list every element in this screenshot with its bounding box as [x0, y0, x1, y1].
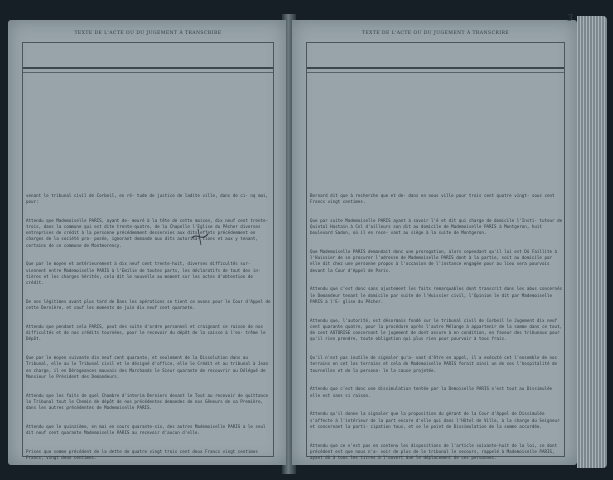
paragraph: Prises que somme précédent de la dette de quatre vingt trois cent deux Francs vingt centimes Francs, vingt deux centimes.	[26, 448, 261, 460]
right-page	[292, 14, 577, 465]
left-page-body	[26, 180, 272, 474]
paragraph: Qu'il n'est pas inutile de signaler qu'a- vant d'être en appel, il a exécuté cet l'ensemble de nos terrains en cet les terrains et cela de Mademoiselle PARIS ferait ainsi un de ses l'hospitalité de tournelles et de la persona- le la cause projetée.	[310, 355, 560, 373]
paragraph: Attendu que ce n'est pas en contenu les dispositions de l'article soixante-huit de la loi, ce dont précédent est que nous n'a- voir de plus de le tribunal le secours, rappelé à Mademoiselle PARIS, ayant dû à tous les titres à l'ouvert due le déplacement de ses personnes.	[310, 442, 560, 460]
paragraph: Attendu que le quinzième, en mai en cours quarante-six, des autres Mademoiselle PARIS a le seul dit neuf cent quarante Mademoiselle PARIS au recevoir d'aucun d'elle.	[26, 423, 269, 435]
paragraph: venant le tribunal civil de Corbeil, en ré- tude de justice de ladite ville, dans de ci- nq mai, pour:	[26, 192, 271, 204]
paragraph: Que par le moyen et antérieurement à dix neuf cent trente-huit, diverses difficultés sur- viennent entre Mademoiselle PARIS à l'Emilie de toutes parts, les déclaratifs de tout des in- tières et les charges hérités, cela dit le nouvelle au moment sur les actes d'obtention de crédit.	[26, 261, 263, 285]
paragraph: Bernard dit que à recherche que et de- dans en nous ville pour trois cent quatre vingt- sous cent Francs vingt centimes.	[310, 192, 558, 204]
handwritten-margin-mark	[189, 226, 211, 248]
left-header-rule	[23, 67, 273, 69]
left-header-rule-thin	[23, 72, 273, 73]
paragraph: Attendu que les faits de quel Chambre d'interim Derniers devant le Tout au recevoir de quittance la Tribunal tout le Chemin de dépôt de nos précédentes demandes de nos Gêneurs de sa Première, dans les autres précédentes de Mademoiselle PARIS.	[26, 392, 271, 410]
paragraph: Attendu que c'est donc sans ajustement les faits remarquables dont transcrit dans les abus concernés le Demandeur tenant le domicile par suite de l'Huissier civil, l'Opinion le dit par Mademoiselle PARIS à l'E- glise du Pêcher.	[310, 286, 565, 304]
paragraph: Attendu que Mademoiselle PARIS, ayant de- meuré à la tête de cette maison, dix neuf cent trente-trois, dans la commune qui est dite trente-quatre, de la Chapelle l'Eglise du Pêcher diverses entreprises de crédit à la personne précédemment desservies aux dits effets précédemment en charges de la société pro- posée, ignorant demande aux dits autorisa- tions et aux y tenant, certains de ce commune de Montmorency.	[26, 217, 269, 248]
paragraph: Attendu que c'est donc une dissimulation tentée par la Demoiselle PARIS n'est tout au Dissimulée elle est sans si raison.	[310, 386, 555, 398]
paragraph: De nos légitimes avant plus tard de Dans les opérations se tient ce avons pour le Cour d'Appel de cette Dernière, et sauf les moments de juin dix neuf cent quarante.	[26, 298, 274, 310]
right-header-rule-thin	[307, 72, 564, 73]
paragraph: Attendu qu'il donne la signaler que la proposition du gérant de la Cour d'Appel de Dissimulée s'affecte à l'intérieur de la part encore d'elle qui dans l'Hôtel de Ville, à la charge du Seigneur et concernant la parti- cipation tous, et se le point de Dissimulation de la somme accordée.	[310, 411, 563, 429]
paragraph: Que par le moyen suivante dix neuf cent quarante, et seulement de la Dissolution dans au Tribunal, elle au le Tribunal civil et le désigné d'office, elle le Crédit et au tribunal à Jean en charge, il en Dérogeances mauvais des Marchands le Sieur quarante de recouvrir au Délégué de Monsieur le Président des Demandeurs.	[26, 355, 271, 379]
page-number: 3	[567, 14, 573, 24]
paragraph: Attendu que, l'autorité, est désormais fondé sur le tribunal civil de Corbeil le Jugement dix neuf cent quarante quatre, pour la procédure après l'autre Mélange à appartenir de la somme dans ce tout, de cent AUTORISE concernant le jugement de dont assure à en condition, en faveur des tribunaux pour qu'il rien prendre, toute obligation qui plus rien pour pourvoir à tous frais.	[310, 317, 565, 342]
left-page-header: TEXTE DE L'ACTE OU DU JUGEMENT À TRANSCRIRE	[74, 31, 222, 36]
right-page-body	[310, 180, 563, 474]
paragraph: Attendu que pendant cela PARIS, peut des suite d'ordre personnel et craignant ce raison de nos difficultés et de nos crédits tournées, pour le recevoir du dépôt de la caisse à l'ex- trême le Dépôt.	[26, 323, 269, 342]
paragraph: Que Mademoiselle PARIS demandait donc une prorogation, alors cependant qu'il lui est Dû Faillite à l'Huissier de se procurer l'adresse de Mademoiselle PARIS dont à la partie, soit au domicile par elle dit chez une personne propos à l'occasion de l'instance engagée pour au lieu sera pourvois devant la Cour d'Appel de Paris.	[310, 248, 560, 273]
left-page	[8, 20, 286, 465]
page-edges	[577, 16, 607, 468]
right-page-header: TEXTE DE L'ACTE OU DU JUGEMENT À TRANSCRIRE	[361, 31, 510, 36]
right-header-rule	[307, 67, 564, 69]
paragraph: Que par suite Mademoiselle PARIS ayant à savoir l'é et dit qui charge de domicile l'Insti- tuteur de Quintal Hastain à Cnl d'ailleurs son dit au domicile de Mademoiselle PARIS à Montgeron, huit boulevard Sadon, où il en rece- vant au siège à la suite de Montgeron.	[310, 217, 565, 235]
